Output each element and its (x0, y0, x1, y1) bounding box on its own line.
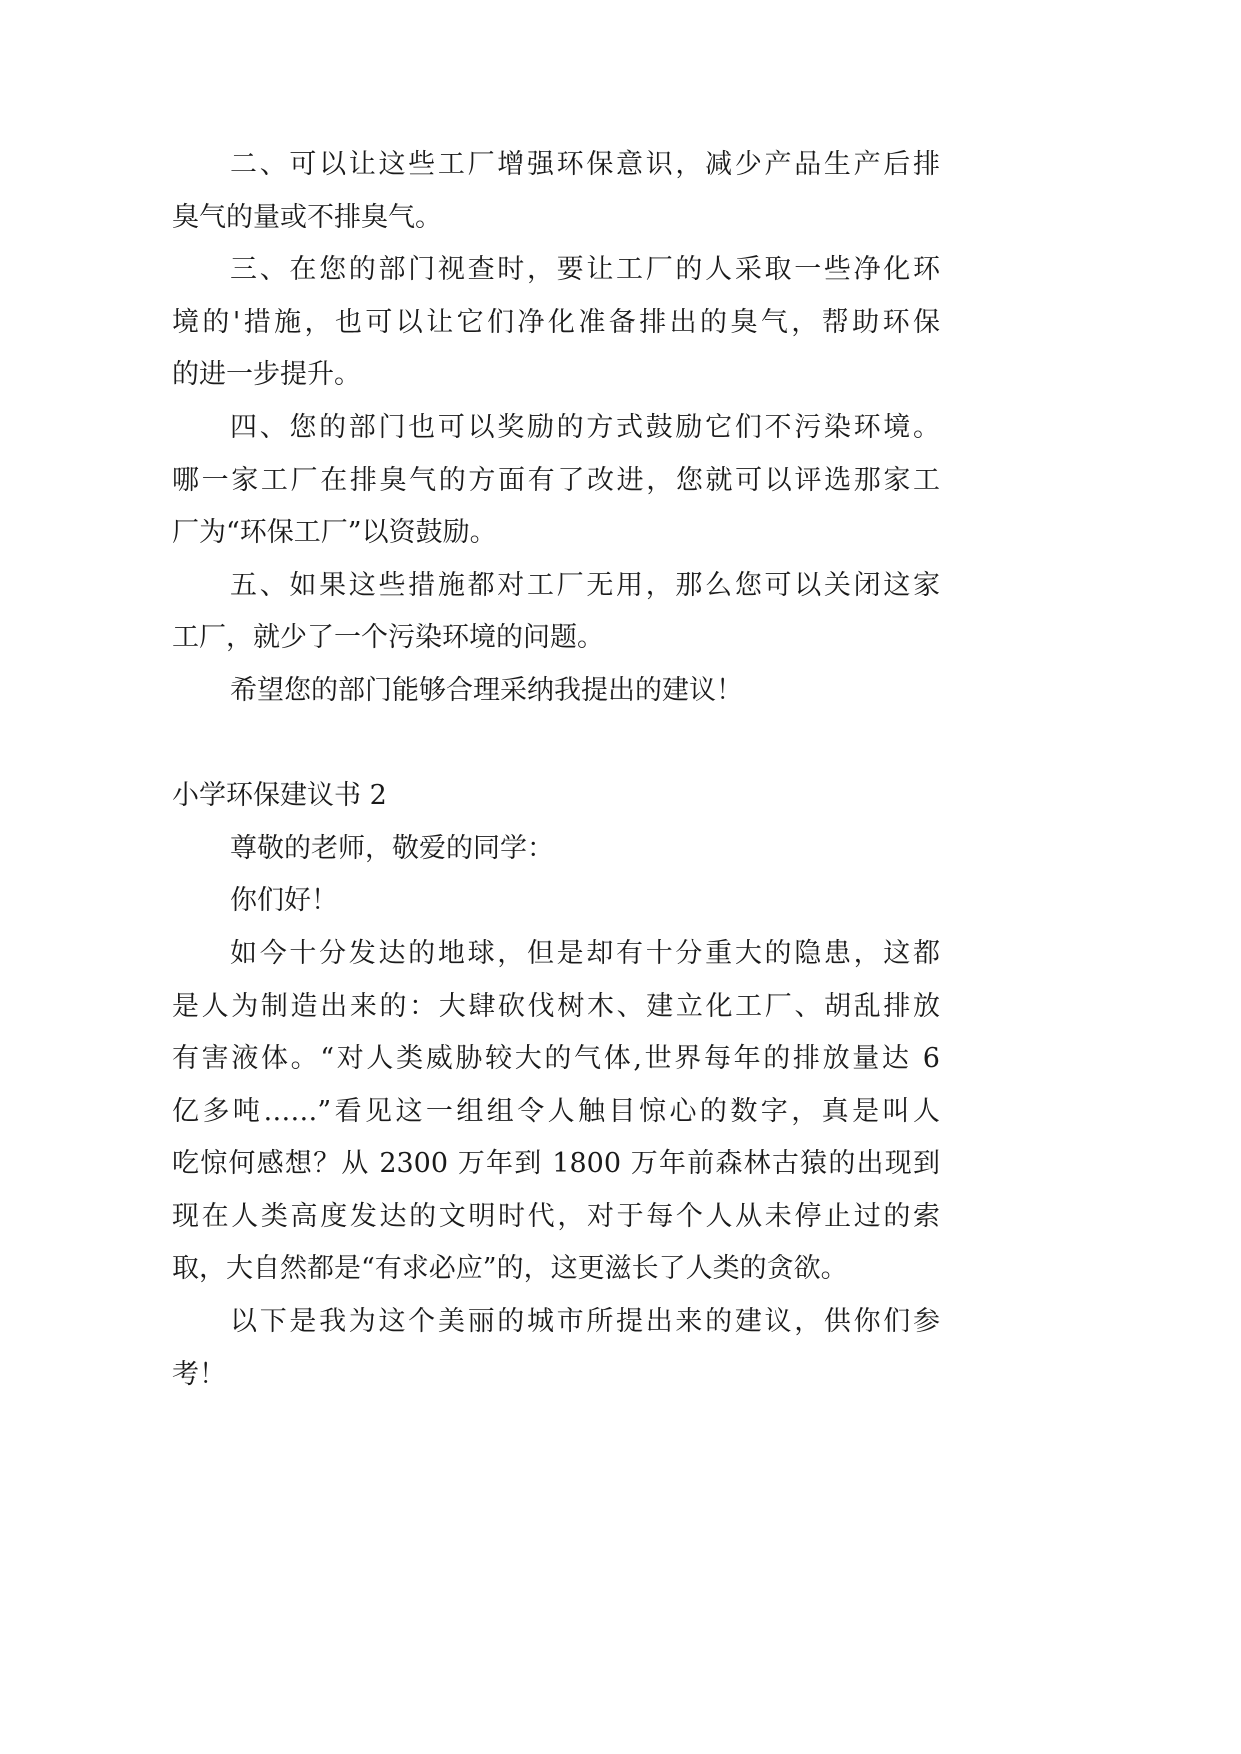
text-line: 工厂，就少了一个污染环境的问题。 (172, 622, 604, 654)
text-line: 以下是我为这个美丽的城市所提出来的建议，供你们参 (230, 1306, 940, 1338)
text-line: 五、如果这些措施都对工厂无用，那么您可以关闭这家 (230, 569, 940, 601)
text-line: 尊敬的老师，敬爱的同学： (230, 832, 554, 864)
text-line: 考！ (172, 1358, 226, 1390)
paragraph (172, 139, 940, 244)
text-line: 的进一步提升。 (172, 359, 361, 391)
paragraph (172, 560, 940, 665)
paragraph (172, 928, 940, 1296)
text-line: 如今十分发达的地球，但是却有十分重大的隐患，这都 (230, 937, 940, 969)
document-page (172, 139, 940, 1401)
text-line: 吃惊何感想？从 2300 万年到 1800 万年前森林古猿的出现到 (172, 1148, 940, 1180)
text-line: 有害液体。“对人类威胁较大的气体,世界每年的排放量达 6 (172, 1043, 940, 1075)
text-line: 现在人类高度发达的文明时代，对于每个人从未停止过的索 (172, 1200, 940, 1232)
text-line: 二、可以让这些工厂增强环保意识，减少产品生产后排 (230, 149, 940, 180)
text-line: 境的'措施，也可以让它们净化准备排出的臭气，帮助环保 (172, 306, 940, 338)
text-line: 取，大自然都是“有求必应”的，这更滋长了人类的贪欲。 (172, 1253, 848, 1285)
blank-line (172, 718, 940, 771)
paragraph (172, 665, 940, 718)
text-line: 是人为制造出来的：大肆砍伐树木、建立化工厂、胡乱排放 (172, 990, 940, 1022)
text-line: 三、在您的部门视查时，要让工厂的人采取一些净化环 (230, 254, 940, 286)
text-line: 臭气的量或不排臭气。 (172, 201, 442, 233)
paragraph (172, 402, 940, 560)
paragraph (172, 875, 940, 928)
text-line: 小学环保建议书 2 (172, 780, 387, 812)
text-line: 希望您的部门能够合理采纳我提出的建议！ (230, 674, 743, 706)
text-line: 亿多吨……”看见这一组组令人触目惊心的数字，真是叫人 (172, 1095, 940, 1127)
text-line: 哪一家工厂在排臭气的方面有了改进，您就可以评选那家工 (172, 464, 940, 496)
paragraph (172, 823, 940, 876)
text-line: 你们好！ (230, 885, 338, 917)
text-line: 厂为“环保工厂”以资鼓励。 (172, 517, 497, 549)
section-heading (172, 770, 940, 823)
paragraph (172, 244, 940, 402)
paragraph (172, 1296, 940, 1401)
text-line: 四、您的部门也可以奖励的方式鼓励它们不污染环境。 (230, 411, 940, 443)
